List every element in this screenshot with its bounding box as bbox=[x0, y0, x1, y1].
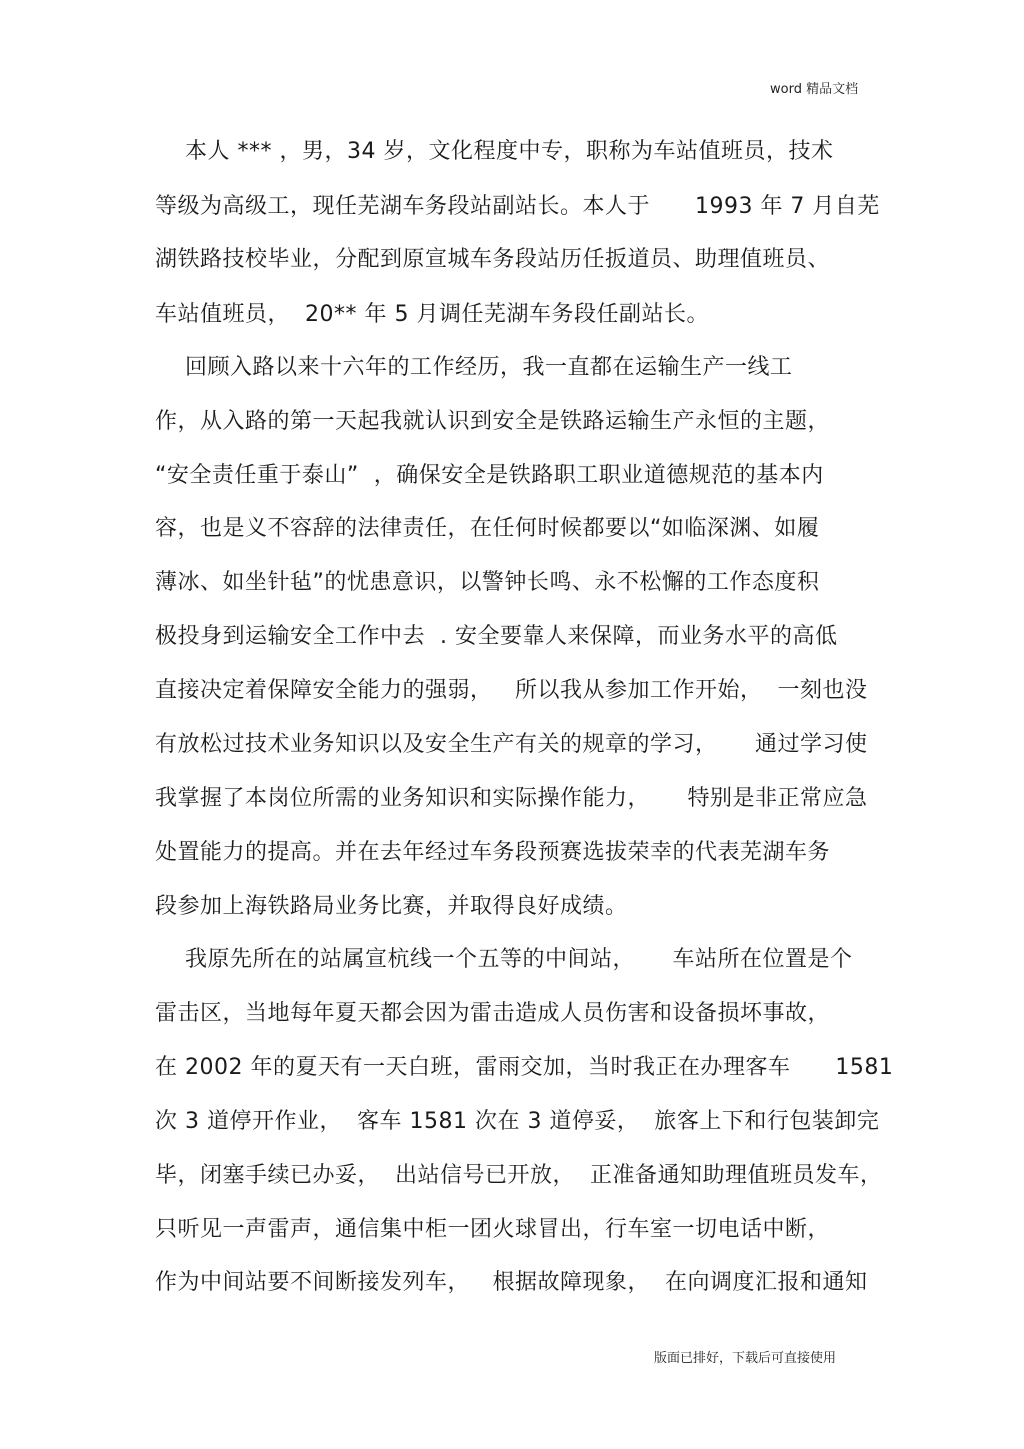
text-line: 处置能力的提高。并在去年经过车务段预赛选拔荣幸的代表芜湖车务 bbox=[155, 840, 831, 865]
text-line: 本人 *** ，男，34 岁，文化程度中专，职称为车站值班员，技术 bbox=[155, 139, 834, 164]
text-line: 作为中间站要不间断接发列车， 根据故障现象， 在向调度汇报和通知 bbox=[155, 1270, 868, 1295]
text-line: 薄冰、如坐针毡”的忧患意识，以警钟长鸣、永不松懈的工作态度积 bbox=[155, 570, 820, 595]
text-line: 车站值班员， 20** 年 5 月调任芜湖车务段任副站长。 bbox=[155, 302, 709, 327]
text-line: 在 2002 年的夏天有一天白班，雷雨交加，当时我正在办理客车 1581 bbox=[155, 1055, 894, 1080]
text-line: 我掌握了本岗位所需的业务知识和实际操作能力， 特别是非正常应急 bbox=[155, 786, 868, 811]
page-header: word 精品文档 bbox=[770, 82, 859, 97]
text-line: 等级为高级工，现任芜湖车务段站副站长。本人于 1993 年 7 月自芜 bbox=[155, 194, 880, 219]
text-line: 湖铁路技校毕业，分配到原宣城车务段站历任扳道员、助理值班员、 bbox=[155, 247, 831, 272]
page-footer: 版面已排好，下载后可直接使用 bbox=[654, 1351, 837, 1366]
text-line: 直接决定着保障安全能力的强弱， 所以我从参加工作开始， 一刻也没 bbox=[155, 678, 868, 703]
text-line: 段参加上海铁路局业务比赛，并取得良好成绩。 bbox=[155, 894, 628, 919]
text-line: 我原先所在的站属宣杭线一个五等的中间站， 车站所在位置是个 bbox=[155, 947, 853, 972]
text-line: 有放松过技术业务知识以及安全生产有关的规章的学习， 通过学习使 bbox=[155, 732, 868, 757]
text-line: 毕，闭塞手续已办妥， 出站信号已开放， 正准备通知助理值班员发车， bbox=[155, 1163, 883, 1188]
text-line: 极投身到运输安全工作中去 . 安全要靠人来保障，而业务水平的高低 bbox=[155, 624, 838, 649]
text-line: “安全责任重于泰山” ，确保安全是铁路职工职业道德规范的基本内 bbox=[155, 463, 824, 488]
text-line: 作，从入路的第一天起我就认识到安全是铁路运输生产永恒的主题， bbox=[155, 409, 831, 434]
text-line: 雷击区，当地每年夏天都会因为雷击造成人员伤害和设备损坏事故， bbox=[155, 1001, 831, 1026]
text-line: 回顾入路以来十六年的工作经历，我一直都在运输生产一线工 bbox=[155, 355, 793, 380]
text-line: 容，也是义不容辞的法律责任，在任何时候都要以“如临深渊、如履 bbox=[155, 516, 820, 541]
text-line: 次 3 道停开作业， 客车 1581 次在 3 道停妥， 旅客上下和行包装卸完 bbox=[155, 1109, 880, 1134]
text-line: 只听见一声雷声，通信集中柜一团火球冒出，行车室一切电话中断， bbox=[155, 1217, 831, 1242]
